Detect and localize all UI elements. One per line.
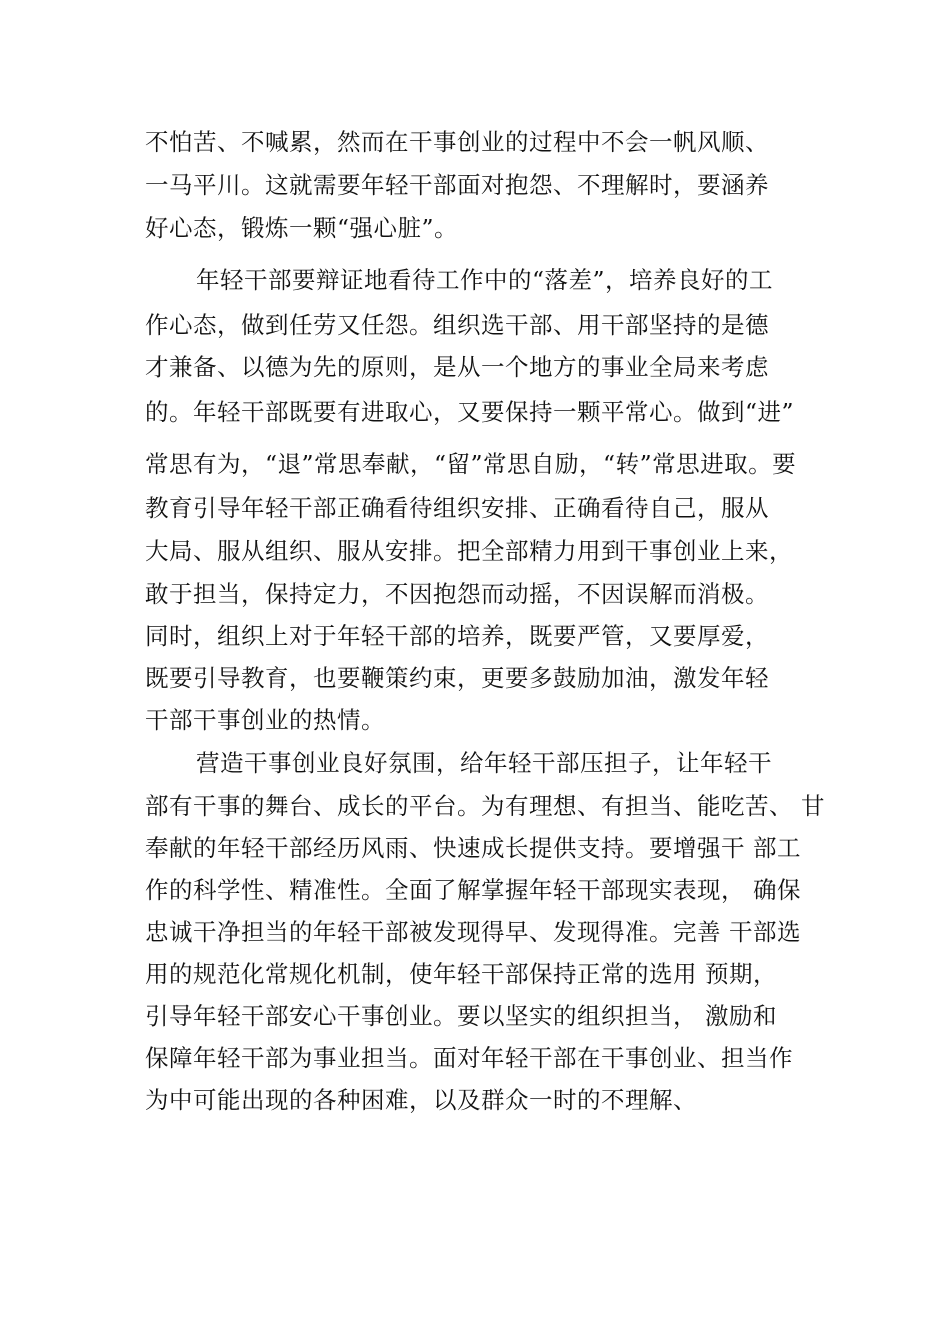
paragraph-2-line-8: 敢于担当，保持定力，不因抱怨而动摇，不因误解而消极。 <box>145 580 769 608</box>
paragraph-3-line-6: 用的规范化常规化机制，使年轻干部保持正常的选用 预期， <box>145 960 777 988</box>
paragraph-1-line-3: 好心态，锻炼一颗“强心脏”。 <box>145 214 459 242</box>
paragraph-2-line-11: 干部干事创业的热情。 <box>145 706 385 734</box>
paragraph-2-line-2: 作心态，做到任劳又任怨。组织选干部、用干部坚持的是德 <box>145 311 769 339</box>
paragraph-3-line-1: 营造干事创业良好氛围，给年轻干部压担子，让年轻干 <box>196 749 772 777</box>
paragraph-3-line-7: 引导年轻干部安心干事创业。要以坚实的组织担当， 激励和 <box>145 1002 777 1030</box>
paragraph-3-line-5: 忠诚干净担当的年轻干部被发现得早、发现得准。完善 干部选 <box>145 918 801 946</box>
paragraph-1-line-1: 不怕苦、不喊累，然而在干事创业的过程中不会一帆风顺、 <box>145 128 769 156</box>
paragraph-2-line-9: 同时，组织上对于年轻干部的培养，既要严管，又要厚爱， <box>145 622 769 650</box>
paragraph-3-line-4: 作的科学性、精准性。全面了解掌握年轻干部现实表现， 确保 <box>145 876 801 904</box>
paragraph-3-line-8: 保障年轻干部为事业担当。面对年轻干部在干事创业、担当作 <box>145 1044 793 1072</box>
paragraph-3-line-2: 部有干事的舞台、成长的平台。为有理想、有担当、能吃苦、 甘 <box>145 792 825 820</box>
paragraph-2-line-4: 的。年轻干部既要有进取心，又要保持一颗平常心。做到“进” <box>145 398 795 426</box>
paragraph-2-line-10: 既要引导教育，也要鞭策约束，更要多鼓励加油，激发年轻 <box>145 664 769 692</box>
paragraph-2-line-6: 教育引导年轻干部正确看待组织安排、正确看待自己，服从 <box>145 494 769 522</box>
paragraph-2-line-1: 年轻干部要辩证地看待工作中的“落差”，培养良好的工 <box>196 266 774 294</box>
paragraph-1-line-2: 一马平川。这就需要年轻干部面对抱怨、不理解时，要涵养 <box>145 171 769 199</box>
paragraph-2-line-5: 常思有为，“退”常思奉献，“留”常思自励，“转”常思进取。要 <box>145 450 797 478</box>
paragraph-3-line-9: 为中可能出现的各种困难，以及群众一时的不理解、 <box>145 1086 697 1114</box>
paragraph-2-line-7: 大局、服从组织、服从安排。把全部精力用到干事创业上来， <box>145 537 793 565</box>
paragraph-3-line-3: 奉献的年轻干部经历风雨、快速成长提供支持。要增强干 部工 <box>145 834 801 862</box>
paragraph-2-line-3: 才兼备、以德为先的原则，是从一个地方的事业全局来考虑 <box>145 353 769 381</box>
